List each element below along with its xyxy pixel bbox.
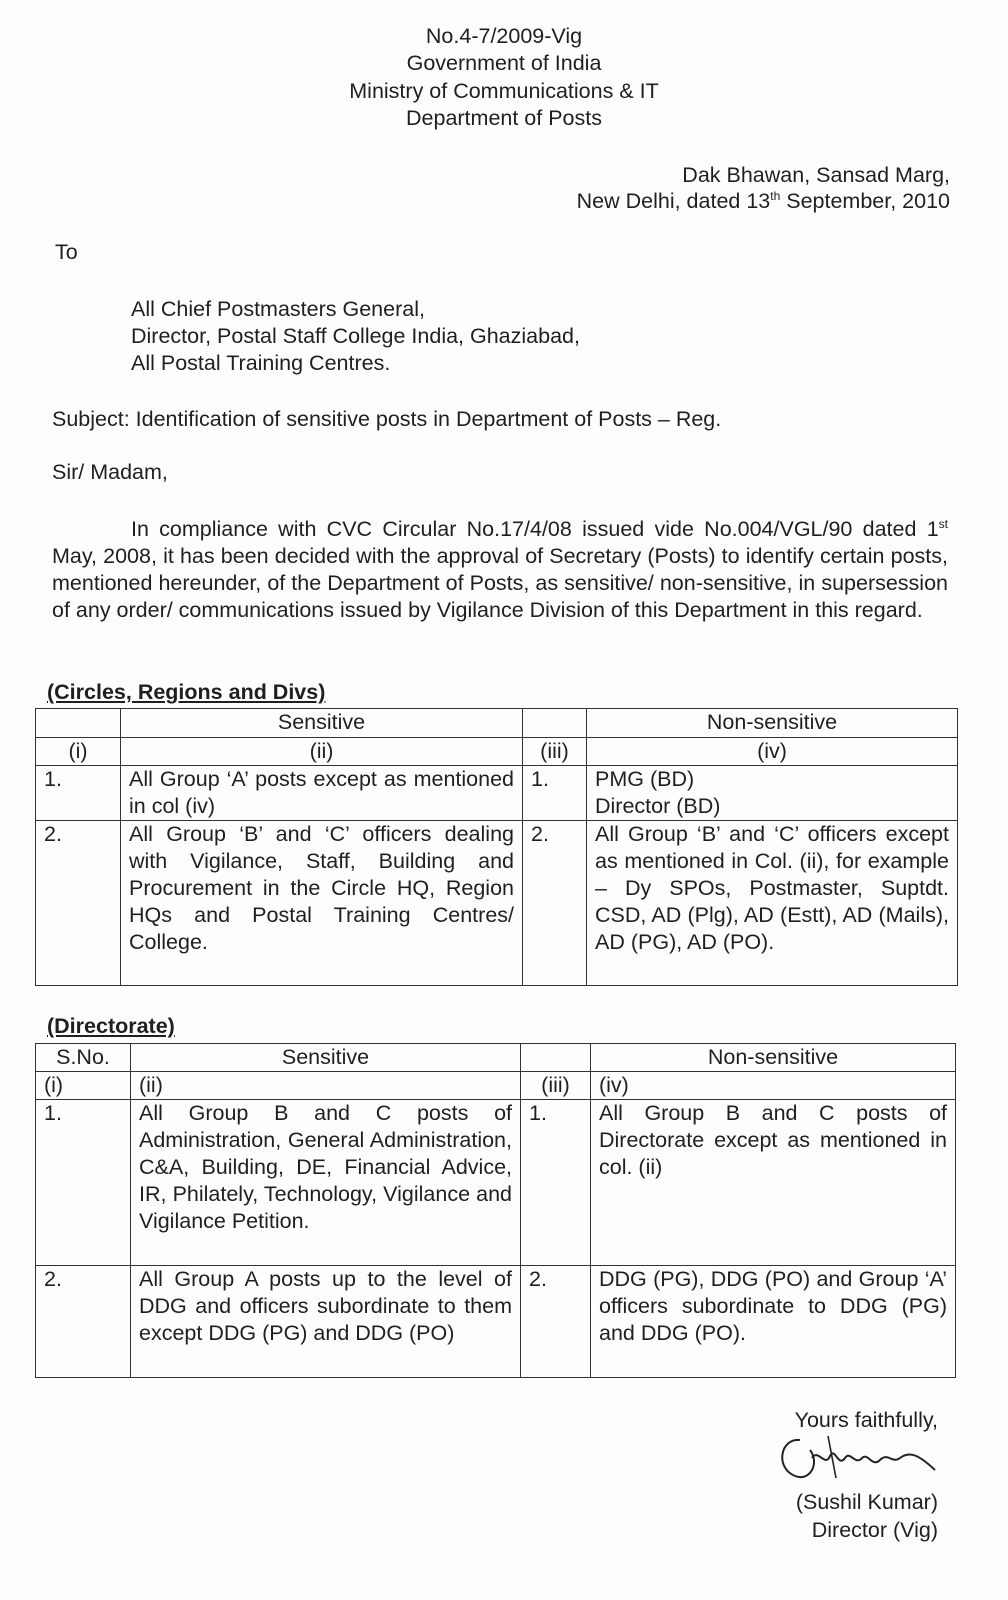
table-subheader-row	[36, 738, 958, 766]
circles-table	[35, 708, 958, 986]
cell-non-sensitive: All Group ‘B’ and ‘C’ officers except as mentioned in Col. (ii), for example – Dy SPOs, Postmaster, Suptdt. CSD, AD (Plg), AD (Estt), AD (Mails), AD (PG), AD (PO).	[587, 821, 958, 986]
header-sensitive: Sensitive	[121, 709, 523, 738]
recipient-1: All Chief Postmasters General,	[131, 297, 425, 321]
body-text-b: May, 2008, it has been decided with the approval of Secretary (Posts) to identify certain posts, mentioned hereunder, of the Department of Posts, as sensitive/ non-sensitive, in supersession of any order/ communications issued by Vigilance Division of this Department in this regard.	[52, 544, 948, 622]
signature-image	[770, 1428, 945, 1490]
reference-number: No.4-7/2009-Vig	[425, 24, 583, 48]
cell-sno: 2.	[523, 821, 587, 986]
cell-sensitive: All Group B and C posts of Administration, General Administration, C&A, Building, DE, Financial Advice, IR, Philately, Technology, Vigilance and Vigilance Petition.	[131, 1100, 521, 1266]
date-line	[577, 188, 950, 215]
cell-sno: 2.	[521, 1266, 591, 1378]
cell-non-sensitive: DDG (PG), DDG (PO) and Group ‘A’ officers subordinate to DDG (PG) and DDG (PO).	[591, 1266, 956, 1378]
table2-title: (Directorate)	[47, 1014, 175, 1038]
body-sup: st	[938, 516, 948, 531]
header-sensitive: Sensitive	[131, 1044, 521, 1072]
header-cell	[521, 1044, 591, 1072]
date-suffix: September, 2010	[780, 189, 950, 213]
subheader-cell: (ii)	[121, 738, 523, 766]
date-sup: th	[770, 188, 781, 203]
body-paragraph	[52, 516, 948, 624]
subheader-cell: (i)	[36, 738, 121, 766]
header-cell	[36, 709, 121, 738]
cell-sno: 2.	[36, 821, 121, 986]
table-header-row	[36, 1044, 956, 1072]
body-text-a: In compliance with CVC Circular No.17/4/08 issued vide No.004/VGL/90 dated 1	[131, 517, 939, 541]
subheader-cell: (iv)	[587, 738, 958, 766]
subheader-cell: (ii)	[131, 1072, 521, 1100]
closing-text: Yours faithfully,	[794, 1408, 938, 1432]
signatory-designation: Director (Vig)	[811, 1518, 938, 1542]
subheader-cell: (iii)	[521, 1072, 591, 1100]
signatory-name: (Sushil Kumar)	[795, 1490, 938, 1514]
recipient-2: Director, Postal Staff College India, Ghaziabad,	[131, 324, 580, 348]
subject-line: Subject: Identification of sensitive posts in Department of Posts – Reg.	[52, 407, 722, 431]
cell-sensitive: All Group ‘B’ and ‘C’ officers dealing with Vigilance, Staff, Building and Procurement in the Circle HQ, Region HQs and Postal Training Centres/ College.	[121, 821, 523, 986]
header-sno: S.No.	[36, 1044, 131, 1072]
directorate-table	[35, 1043, 956, 1378]
table1-title: (Circles, Regions and Divs)	[47, 680, 326, 704]
cell-sno: 1.	[36, 1100, 131, 1266]
cell-sno: 1.	[521, 1100, 591, 1266]
header-non-sensitive: Non-sensitive	[591, 1044, 956, 1072]
department-line: Department of Posts	[406, 106, 602, 130]
cell-sensitive: All Group A posts up to the level of DDG and officers subordinate to them except DDG (PG) and DDG (PO)	[131, 1266, 521, 1378]
govt-line: Government of India	[406, 51, 602, 75]
address-line: Dak Bhawan, Sansad Marg,	[682, 163, 950, 187]
recipient-3: All Postal Training Centres.	[131, 351, 391, 375]
cell-sno: 2.	[36, 1266, 131, 1378]
cell-non-sensitive: PMG (BD) Director (BD)	[587, 766, 958, 821]
subheader-cell: (iv)	[591, 1072, 956, 1100]
table-row	[36, 1266, 956, 1378]
subheader-cell: (i)	[36, 1072, 131, 1100]
cell-non-sensitive: All Group B and C posts of Directorate except as mentioned in col. (ii)	[591, 1100, 956, 1266]
cell-sensitive: All Group ‘A’ posts except as mentioned in col (iv)	[121, 766, 523, 821]
cell-sno: 1.	[523, 766, 587, 821]
table-header-row	[36, 709, 958, 738]
table-row	[36, 766, 958, 821]
salutation: Sir/ Madam,	[52, 460, 168, 484]
table-subheader-row	[36, 1072, 956, 1100]
header-non-sensitive: Non-sensitive	[587, 709, 958, 738]
table-row	[36, 821, 958, 986]
cell-sno: 1.	[36, 766, 121, 821]
to-label: To	[55, 240, 78, 264]
ministry-line: Ministry of Communications & IT	[349, 79, 659, 103]
date-prefix: New Delhi, dated 13	[576, 189, 771, 213]
header-cell	[523, 709, 587, 738]
subheader-cell: (iii)	[523, 738, 587, 766]
table-row	[36, 1100, 956, 1266]
